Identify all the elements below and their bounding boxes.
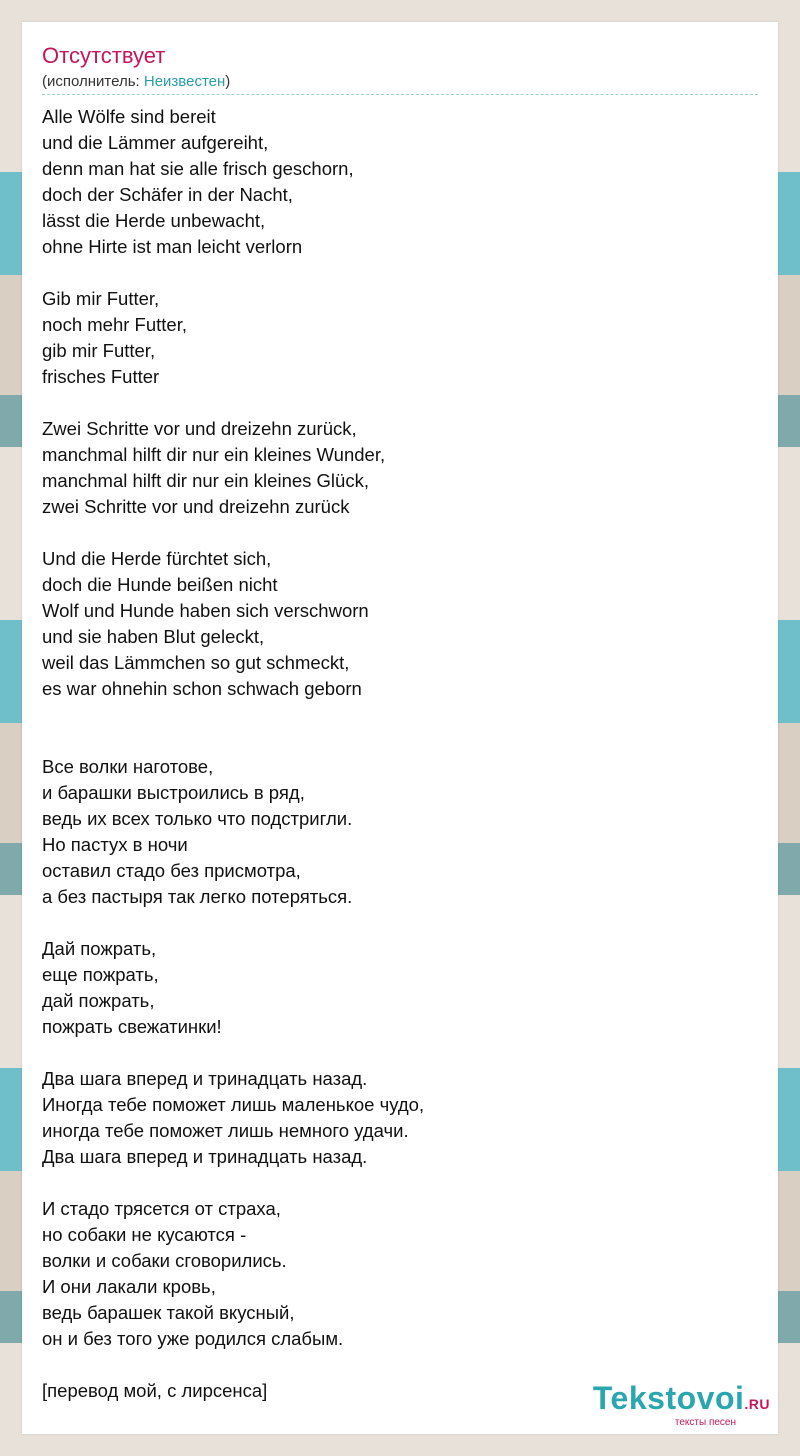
lyric-line: es war ohnehin schon schwach geborn [42, 678, 362, 699]
lyric-line: И стадо трясется от страха, [42, 1198, 281, 1219]
lyric-line: frisches Futter [42, 366, 160, 387]
site-logo[interactable] [593, 1381, 770, 1428]
lyric-line [42, 390, 742, 416]
lyric-line: ohne Hirte ist man leicht verlorn [42, 236, 303, 257]
performer-suffix: ) [225, 73, 231, 90]
lyric-line: doch die Hunde beißen nicht [42, 574, 278, 595]
logo-name: Tekstovoi [592, 1380, 745, 1416]
lyric-line [42, 910, 742, 936]
lyric-line: Zwei Schritte vor und dreizehn zurück, [42, 418, 357, 439]
lyric-line [42, 728, 742, 754]
lyric-line: manchmal hilft dir nur ein kleines Wunder, [42, 444, 386, 465]
lyric-line: denn man hat sie alle frisch geschorn, [42, 158, 354, 179]
lyric-line: Дай пожрать, [42, 938, 157, 959]
lyric-line: пожрать свежатинки! [42, 1016, 222, 1037]
lyric-line: und sie haben Blut geleckt, [42, 626, 265, 647]
lyric-line [42, 1170, 742, 1196]
lyric-line: noch mehr Futter, [42, 314, 187, 335]
performer-line [42, 73, 230, 90]
lyric-line: ведь барашек такой вкусный, [42, 1302, 295, 1323]
lyrics-card [22, 22, 778, 1434]
lyrics-text [42, 104, 742, 1404]
lyric-line: Иногда тебе поможет лишь маленькое чудо, [42, 1094, 425, 1115]
lyric-line: но собаки не кусаются - [42, 1224, 247, 1245]
artist-link[interactable]: Неизвестен [143, 73, 226, 90]
lyric-line: Gib mir Futter, [42, 288, 160, 309]
lyric-line: И они лакали кровь, [42, 1276, 216, 1297]
lyric-line [42, 520, 742, 546]
performer-prefix: (исполнитель: [42, 73, 144, 90]
lyric-line: и барашки выстроились в ряд, [42, 782, 305, 803]
lyric-line: а без пастыря так легко потеряться. [42, 886, 353, 907]
lyric-line: zwei Schritte vor und dreizehn zurück [42, 496, 350, 517]
lyric-line: lässt die Herde unbewacht, [42, 210, 266, 231]
logo-tagline: тексты песен [674, 1417, 736, 1428]
lyric-line [42, 1352, 742, 1378]
lyric-line: doch der Schäfer in der Nacht, [42, 184, 293, 205]
lyric-line: Und die Herde fürchtet sich, [42, 548, 272, 569]
lyric-line: manchmal hilft dir nur ein kleines Glück, [42, 470, 369, 491]
lyric-line: Wolf und Hunde haben sich verschworn [42, 600, 369, 621]
lyric-line: weil das Lämmchen so gut schmeckt, [42, 652, 350, 673]
lyric-line: он и без того уже родился слабым. [42, 1328, 344, 1349]
lyric-line: Два шага вперед и тринадцать назад. [42, 1146, 368, 1167]
lyric-line: Два шага вперед и тринадцать назад. [42, 1068, 368, 1089]
lyric-line: Alle Wölfe sind bereit [42, 106, 216, 127]
lyric-line: дай пожрать, [42, 990, 155, 1011]
lyric-line: ведь их всех только что подстригли. [42, 808, 353, 829]
lyric-line [42, 1040, 742, 1066]
lyric-line: оставил стадо без присмотра, [42, 860, 301, 881]
song-title: Отсутствует [42, 43, 166, 68]
lyric-line: [перевод мой, с лирсенса] [42, 1380, 268, 1401]
lyric-line: волки и собаки сговорились. [42, 1250, 287, 1271]
lyric-line: Все волки наготове, [42, 756, 214, 777]
divider [42, 94, 758, 95]
lyric-line: иногда тебе поможет лишь немного удачи. [42, 1120, 409, 1141]
lyric-line: und die Lämmer aufgereiht, [42, 132, 269, 153]
lyric-line: еще пожрать, [42, 964, 159, 985]
lyric-line [42, 260, 742, 286]
lyric-line [42, 702, 742, 728]
lyric-line: Но пастух в ночи [42, 834, 188, 855]
logo-tld: .RU [744, 1396, 770, 1412]
lyric-line: gib mir Futter, [42, 340, 156, 361]
